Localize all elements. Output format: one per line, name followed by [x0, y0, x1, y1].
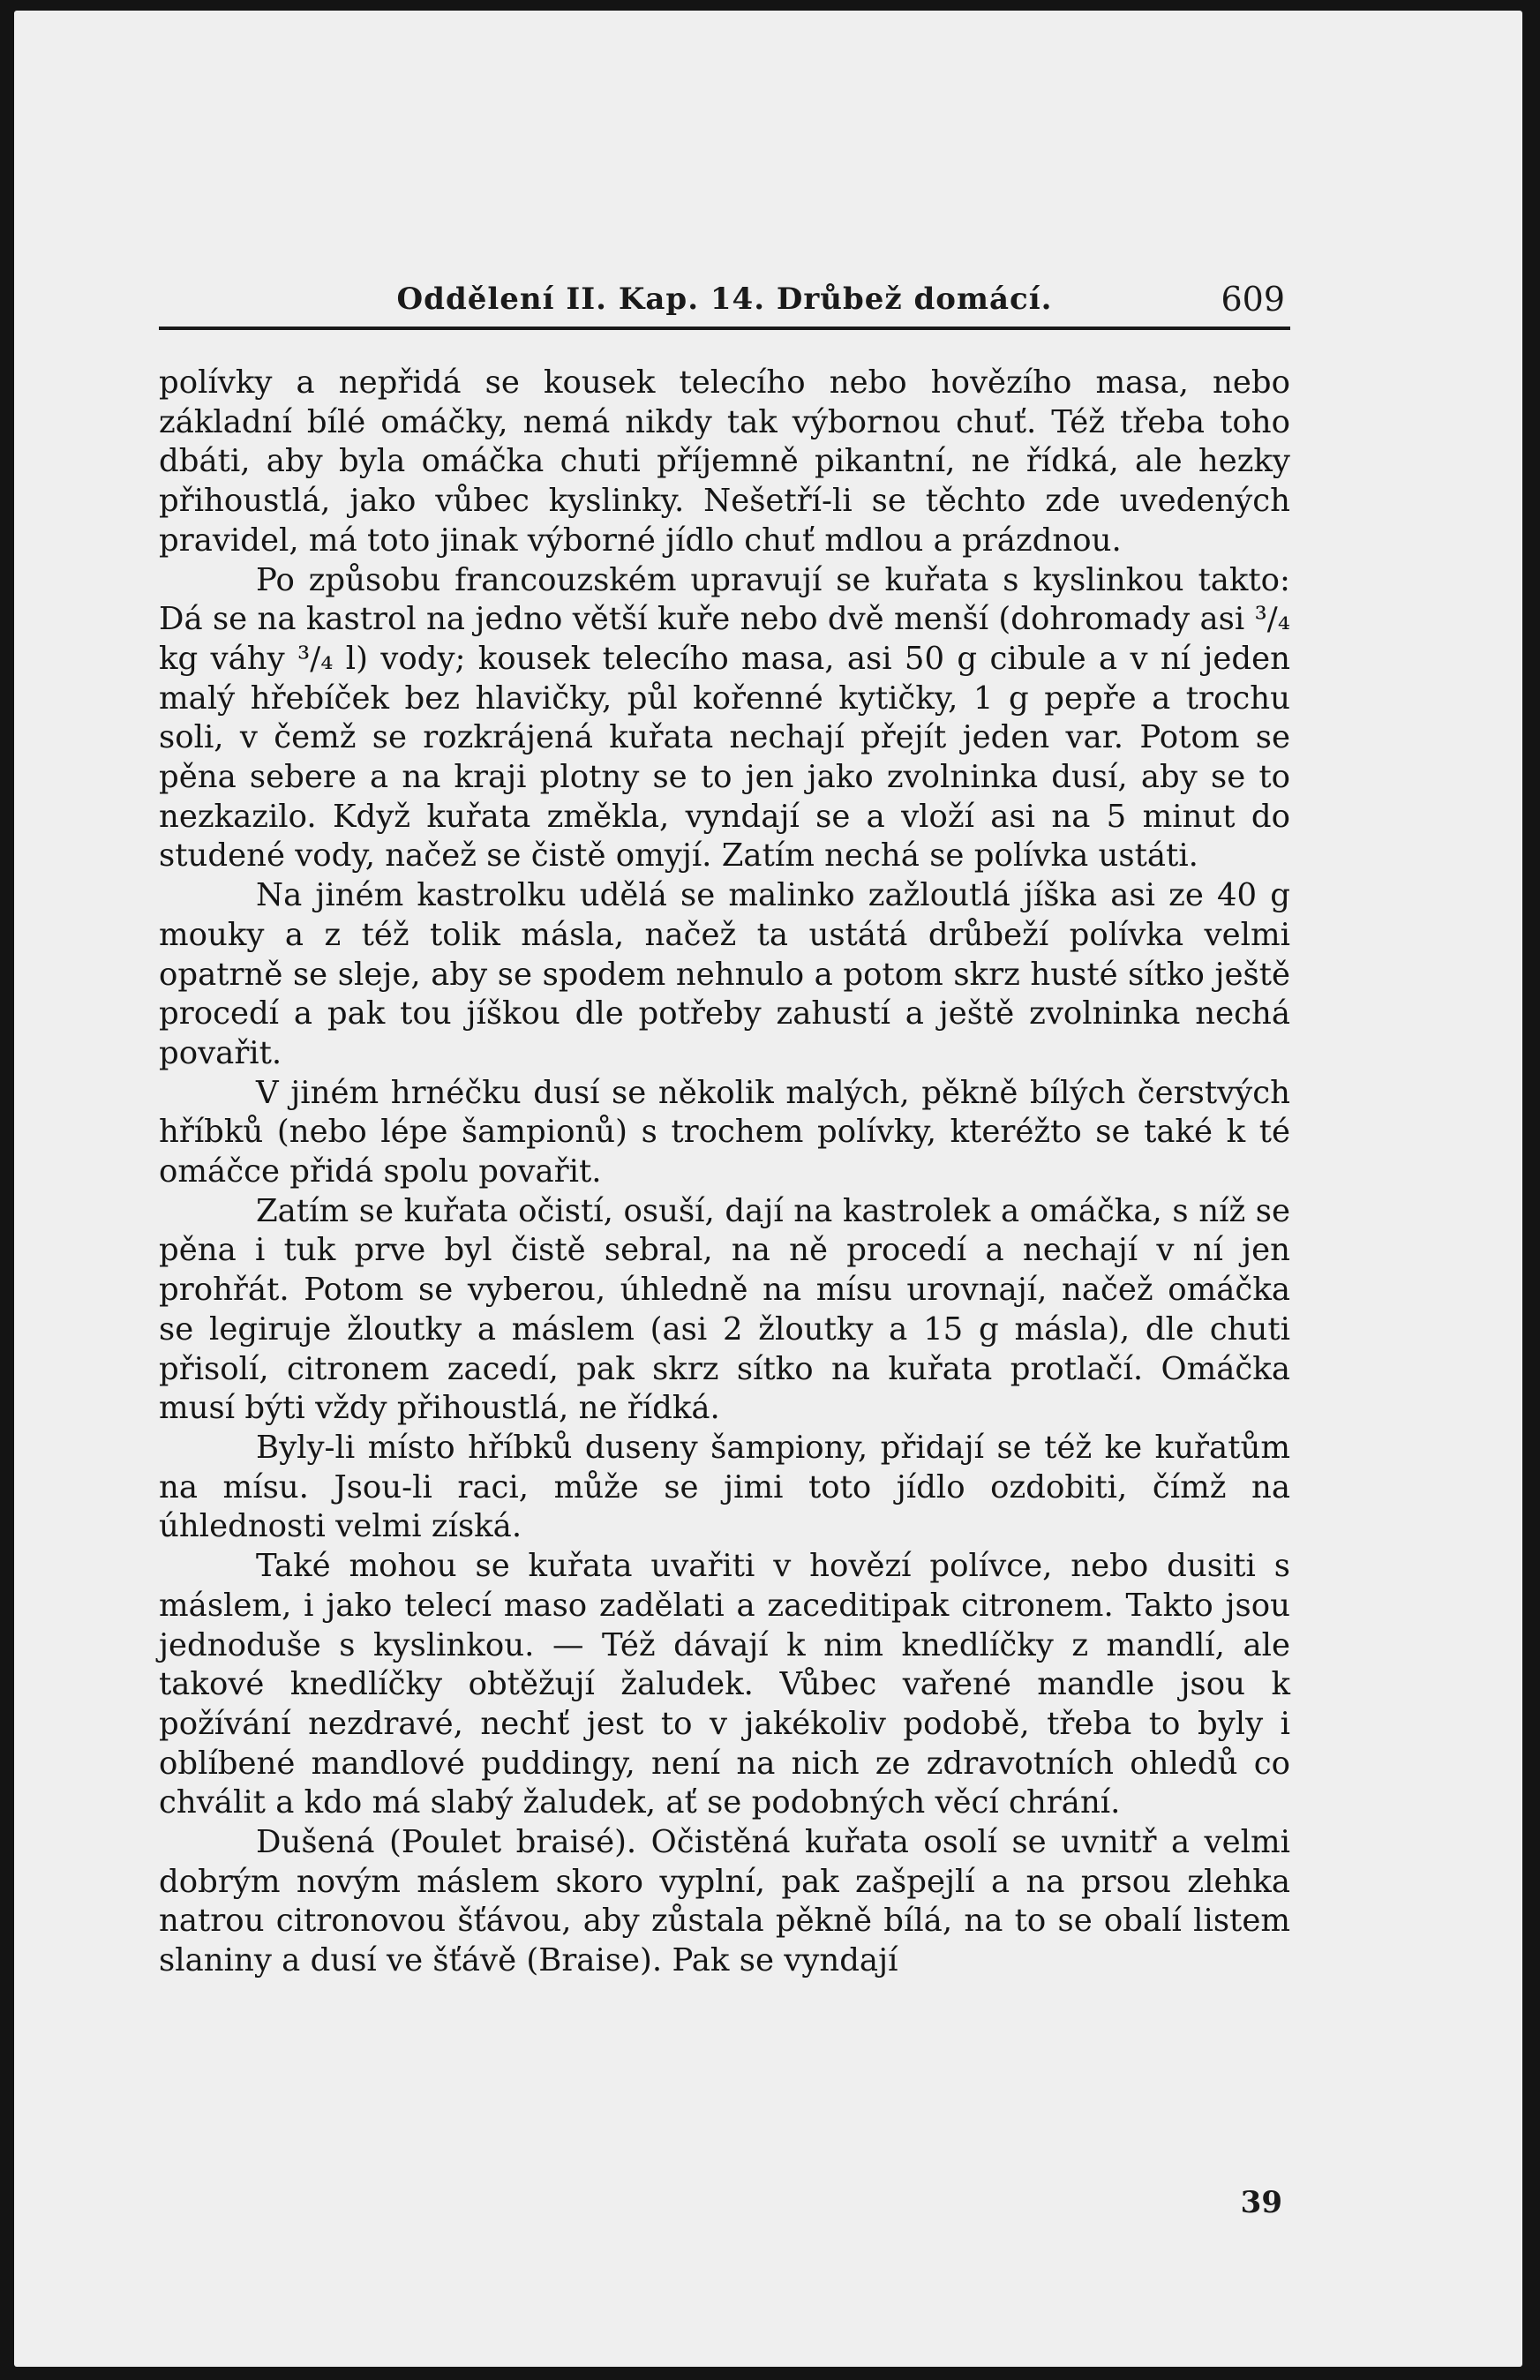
- paragraph: Zatím se kuřata očistí, osuší, dají na kastrolek a omáčka, s níž se pěna i tuk prve byl čistě sebral, na ně procedí a nechají v ní jen prohřát. Potom se vyberou, úhledně na mísu urovnají, načež omáčka se legiruje žloutky a máslem (asi 2 žloutky a 15 g másla), dle chuti přisolí, citronem zacedí, pak skrz sítko na kuřata protlačí. Omáčka musí býti vždy přihoustlá, ne řídká.: [159, 1192, 1290, 1427]
- paragraph: polívky a nepřidá se kousek telecího nebo hovězího masa, nebo základní bílé omáčky, nemá nikdy tak výbornou chuť. Též třeba toho dbáti, aby byla omáčka chuti příjemně pikantní, ne řídká, ale hezky přihoustlá, jako vůbec kyslinky. Nešetří-li se těchto zde uvedených pravidel, má toto jinak výborné jídlo chuť mdlou a prázdnou.: [159, 364, 1290, 559]
- paragraph: Dušená (Poulet braisé). Očistěná kuřata osolí se uvnitř a velmi dobrým novým máslem skoro vyplní, pak zašpejlí a na prsou zlehka natrou citronovou šťávou, aby zůstala pěkně bílá, na to se obalí listem slaniny a dusí ve šťávě (Braise). Pak se vyndají: [159, 1824, 1290, 1979]
- paragraph: V jiném hrnéčku dusí se několik malých, pěkně bílých čerstvých hříbků (nebo lépe šampionů) s trochem polívky, kteréžto se také k té omáčce přidá spolu povařit.: [159, 1074, 1290, 1190]
- body-text: [159, 364, 1290, 1981]
- paragraph: Na jiném kastrolku udělá se malinko zažloutlá jíška asi ze 40 g mouky a z též tolik másla, načež ta ustátá drůbeží polívka velmi opatrně se sleje, aby se spodem nehnulo a potom skrz husté sítko ještě procedí a pak tou jíškou dle potřeby zahustí a ještě zvolninka nechá povařit.: [159, 877, 1290, 1071]
- signature-mark: 39: [1240, 2185, 1282, 2220]
- running-head: Oddělení II. Kap. 14. Drůbež domácí.: [396, 282, 1053, 317]
- page-number: 609: [1221, 280, 1285, 319]
- page-header: [159, 277, 1290, 330]
- paragraph: Také mohou se kuřata uvařiti v hovězí polívce, nebo dusiti s máslem, i jako telecí maso zadělati a zaceditipak citronem. Takto jsou jednoduše s kyslinkou. — Též dávají k nim knedlíčky z mandlí, ale takové knedlíčky obtěžují žaludek. Vůbec vařené mandle jsou k požívání nezdravé, nechť jest to v jakékoliv podobě, třeba to byly i oblíbené mandlové puddingy, není na nich ze zdravotních ohledů co chválit a kdo má slabý žaludek, ať se podobných věcí chrání.: [159, 1548, 1290, 1821]
- paragraph: Byly-li místo hříbků duseny šampiony, přidají se též ke kuřatům na mísu. Jsou-li raci, může se jimi toto jídlo ozdobiti, čímž na úhlednosti velmi získá.: [159, 1429, 1290, 1545]
- paragraph: Po způsobu francouzském upravují se kuřata s kyslinkou takto: Dá se na kastrol na jedno větší kuře nebo dvě menší (dohromady asi ³/₄ kg váhy ³/₄ l) vody; kousek telecího masa, asi 50 g cibule a v ní jeden malý hřebíček bez hlavičky, půl kořenné kytičky, 1 g pepře a trochu soli, v čemž se rozkrájená kuřata nechají přejít jeden var. Potom se pěna sebere a na kraji plotny se to jen jako zvolninka dusí, aby se to nezkazilo. Když kuřata změkla, vyndají se a vloží asi na 5 minut do studené vody, načež se čistě omyjí. Zatím nechá se polívka ustáti.: [159, 561, 1290, 875]
- book-page: [14, 11, 1522, 2367]
